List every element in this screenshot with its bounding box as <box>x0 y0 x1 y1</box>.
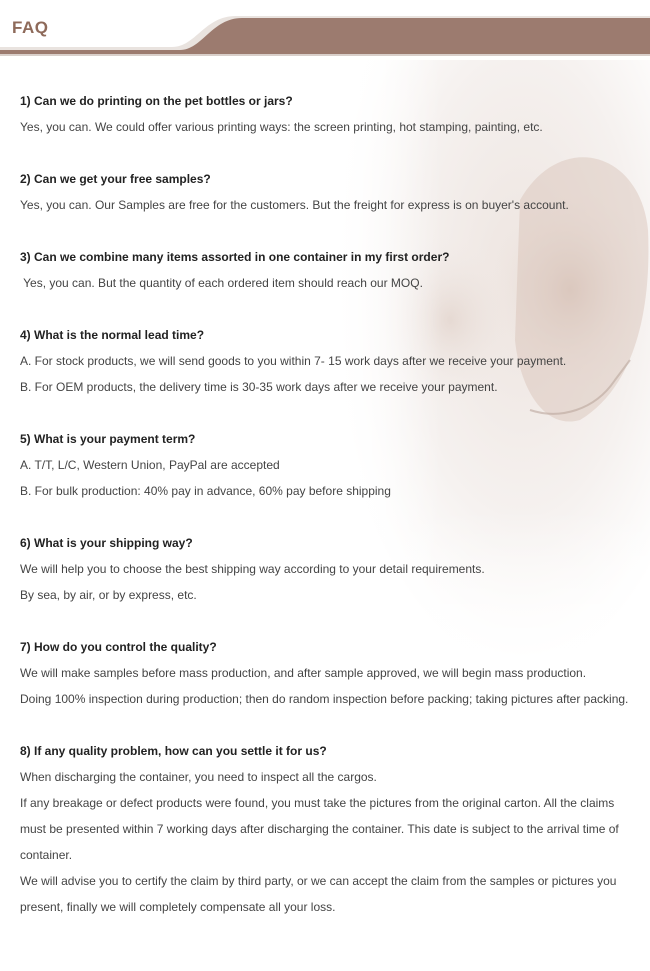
faq-list <box>20 88 635 946</box>
header-banner <box>0 0 650 56</box>
faq-question: 1) Can we do printing on the pet bottles or jars? <box>20 94 293 108</box>
faq-answer: Yes, you can. But the quantity of each ordered item should reach our MOQ. <box>20 276 423 290</box>
faq-question: 8) If any quality problem, how can you settle it for us? <box>20 744 327 758</box>
faq-answer: We will help you to choose the best shipping way according to your detail requirements. <box>20 562 485 576</box>
faq-question: 7) How do you control the quality? <box>20 640 217 654</box>
faq-answer: Yes, you can. We could offer various printing ways: the screen printing, hot stamping, painting, etc. <box>20 120 543 134</box>
faq-question: 2) Can we get your free samples? <box>20 172 211 186</box>
faq-question: 4) What is the normal lead time? <box>20 328 205 342</box>
faq-answer: When discharging the container, you need to inspect all the cargos. <box>20 770 377 784</box>
faq-item <box>20 244 635 296</box>
faq-item <box>20 426 635 504</box>
faq-answer: By sea, by air, or by express, etc. <box>20 588 197 602</box>
faq-item <box>20 738 635 920</box>
faq-question: 5) What is your payment term? <box>20 432 196 446</box>
faq-answer: We will make samples before mass production, and after sample approved, we will begin mass production. <box>20 666 587 680</box>
faq-item <box>20 322 635 400</box>
faq-answer: If any breakage or defect products were found, you must take the pictures from the original carton. All the claims must be presented within 7 working days after discharging the container. This date is subject to the arrival time of container. <box>20 796 619 862</box>
faq-question: 6) What is your shipping way? <box>20 536 193 550</box>
faq-item <box>20 530 635 608</box>
faq-answer: B. For bulk production: 40% pay in advance, 60% pay before shipping <box>20 484 391 498</box>
faq-item <box>20 88 635 140</box>
faq-item <box>20 634 635 712</box>
faq-answer: We will advise you to certify the claim by third party, or we can accept the claim from the samples or pictures you present, finally we will completely compensate all your loss. <box>20 874 617 914</box>
faq-answer: B. For OEM products, the delivery time is 30-35 work days after we receive your payment. <box>20 380 498 394</box>
faq-question: 3) Can we combine many items assorted in one container in my first order? <box>20 250 450 264</box>
header-band-shape <box>0 0 650 56</box>
faq-answer: A. For stock products, we will send goods to you within 7- 15 work days after we receive your payment. <box>20 354 567 368</box>
faq-answer: Yes, you can. Our Samples are free for the customers. But the freight for express is on buyer's account. <box>20 198 569 212</box>
faq-answer: A. T/T, L/C, Western Union, PayPal are accepted <box>20 458 280 472</box>
faq-answer: Doing 100% inspection during production; then do random inspection before packing; taking pictures after packing. <box>20 692 629 706</box>
page-title: FAQ <box>12 18 49 37</box>
faq-item <box>20 166 635 218</box>
